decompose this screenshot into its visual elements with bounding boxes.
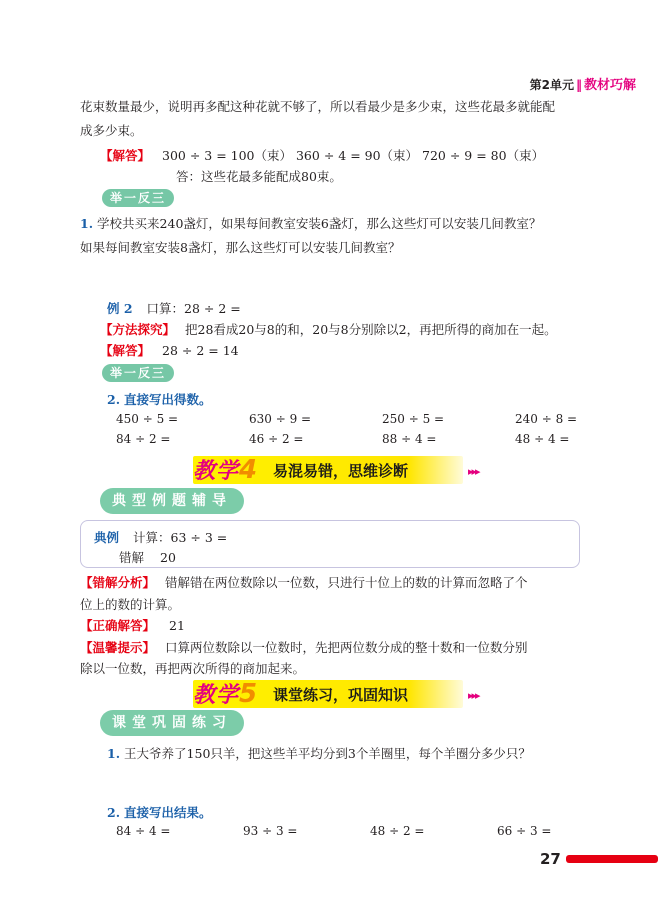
- header-separator: ‖: [575, 78, 582, 92]
- q2-r2-c3: 88 ÷ 4 =: [382, 432, 437, 446]
- q2-r1-c2: 630 ÷ 9 =: [249, 412, 312, 426]
- tip-line-1: [80, 638, 528, 656]
- section-5-prefix: 教学5: [193, 679, 259, 709]
- tip-text-1: 口算两位数除以一位数时，先把两位数分成的整十数和一位数分别: [165, 640, 528, 655]
- page-number: 27: [540, 850, 561, 868]
- juyi-badge-1: 举一反三: [102, 189, 174, 207]
- answer-result: 答：这些花最多能配成80束。: [176, 169, 342, 184]
- p2-c2: 93 ÷ 3 =: [243, 824, 298, 838]
- section-5-title: 课堂练习，巩固知识: [273, 686, 409, 704]
- q1-number: 1.: [80, 216, 94, 231]
- practice-pill: 课堂巩固练习: [100, 710, 244, 736]
- p2-title-line: [107, 803, 212, 821]
- correct-label: 【正确解答】: [80, 618, 156, 633]
- juyi-badge-2: 举一反三: [102, 364, 174, 382]
- wrong-value: 20: [160, 550, 176, 565]
- correct-value: 21: [169, 618, 185, 633]
- wrong-line: [119, 548, 176, 566]
- answer-2-text: 28 ÷ 2 = 14: [162, 343, 239, 358]
- p1-line: [107, 744, 531, 762]
- wrong-label: 错解: [119, 550, 145, 565]
- example-2-label: 例 2: [107, 301, 133, 316]
- answer-2-line: [100, 341, 239, 359]
- q1-line-2: 如果每间教室安装8盏灯，那么这些灯可以安装几间教室？: [80, 240, 401, 255]
- answer-label: 【解答】: [100, 148, 151, 163]
- tip-label: 【温馨提示】: [80, 640, 156, 655]
- answer-2-label: 【解答】: [100, 343, 151, 358]
- method-line: [100, 320, 557, 338]
- method-text: 把28看成20与8的和，20与8分别除以2，再把所得的商加在一起。: [185, 322, 557, 337]
- q2-r2-c4: 48 ÷ 4 =: [515, 432, 570, 446]
- arrows-icon: ▸▸▸: [468, 689, 479, 702]
- q2-r1-c4: 240 ÷ 8 =: [515, 412, 578, 426]
- p2-title: 直接写出结果。: [124, 805, 212, 820]
- q1-text-1: 学校共买来240盏灯，如果每间教室安装6盏灯，那么这些灯可以安装几间教室？: [97, 216, 542, 231]
- q2-number: 2.: [107, 392, 121, 407]
- section-4-title: 易混易错，思维诊断: [273, 462, 409, 480]
- q2-title-line: [107, 390, 212, 408]
- analysis-line-2: 位上的数的计算。: [80, 597, 181, 612]
- header-title: 教材巧解: [583, 78, 636, 93]
- section-4-prefix: 教学4: [193, 455, 259, 485]
- p1-number: 1.: [107, 746, 121, 761]
- page-number-bar: [566, 855, 658, 863]
- q2-r2-c2: 46 ÷ 2 =: [249, 432, 304, 446]
- section-5-banner: [193, 680, 463, 708]
- typical-label: 典例: [94, 530, 120, 545]
- q2-title: 直接写出得数。: [124, 392, 212, 407]
- typical-text: 计算：63 ÷ 3 =: [133, 530, 228, 545]
- typical-line: [94, 528, 227, 546]
- p2-number: 2.: [107, 805, 121, 820]
- method-label: 【方法探究】: [100, 322, 176, 337]
- example-2-text: 口算：28 ÷ 2 =: [146, 301, 241, 316]
- arrows-icon: ▸▸▸: [468, 465, 479, 478]
- p2-c4: 66 ÷ 3 =: [497, 824, 552, 838]
- analysis-text-1: 错解错在两位数除以一位数，只进行十位上的数的计算而忽略了个: [165, 575, 528, 590]
- p2-c1: 84 ÷ 4 =: [116, 824, 171, 838]
- correct-line: [80, 616, 185, 634]
- p2-c3: 48 ÷ 2 =: [370, 824, 425, 838]
- q1-line-1: [80, 214, 541, 232]
- q2-r1-c1: 450 ÷ 5 =: [116, 412, 179, 426]
- answer-calc: 300 ÷ 3 = 100（束） 360 ÷ 4 = 90（束） 720 ÷ 9 = 80（束）: [162, 148, 545, 163]
- answer-1: [100, 146, 544, 164]
- example-2: [107, 299, 241, 317]
- intro-line-1: 花束数量最少，说明再多配这种花就不够了，所以看最少是多少束，这些花最多就能配: [80, 99, 556, 114]
- section-4-banner: [193, 456, 463, 484]
- p1-text: 王大爷养了150只羊，把这些羊平均分到3个羊圈里，每个羊圈分多少只？: [124, 746, 531, 761]
- q2-r2-c1: 84 ÷ 2 =: [116, 432, 171, 446]
- analysis-line-1: [80, 573, 528, 591]
- tip-line-2: 除以一位数，再把两次所得的商加起来。: [80, 661, 306, 676]
- typical-example-pill: 典型例题辅导: [100, 488, 244, 514]
- unit-label: 第2单元: [529, 78, 574, 92]
- page-header: [530, 74, 636, 93]
- intro-line-2: 成多少束。: [80, 123, 143, 138]
- q2-r1-c3: 250 ÷ 5 =: [382, 412, 445, 426]
- analysis-label: 【错解分析】: [80, 575, 156, 590]
